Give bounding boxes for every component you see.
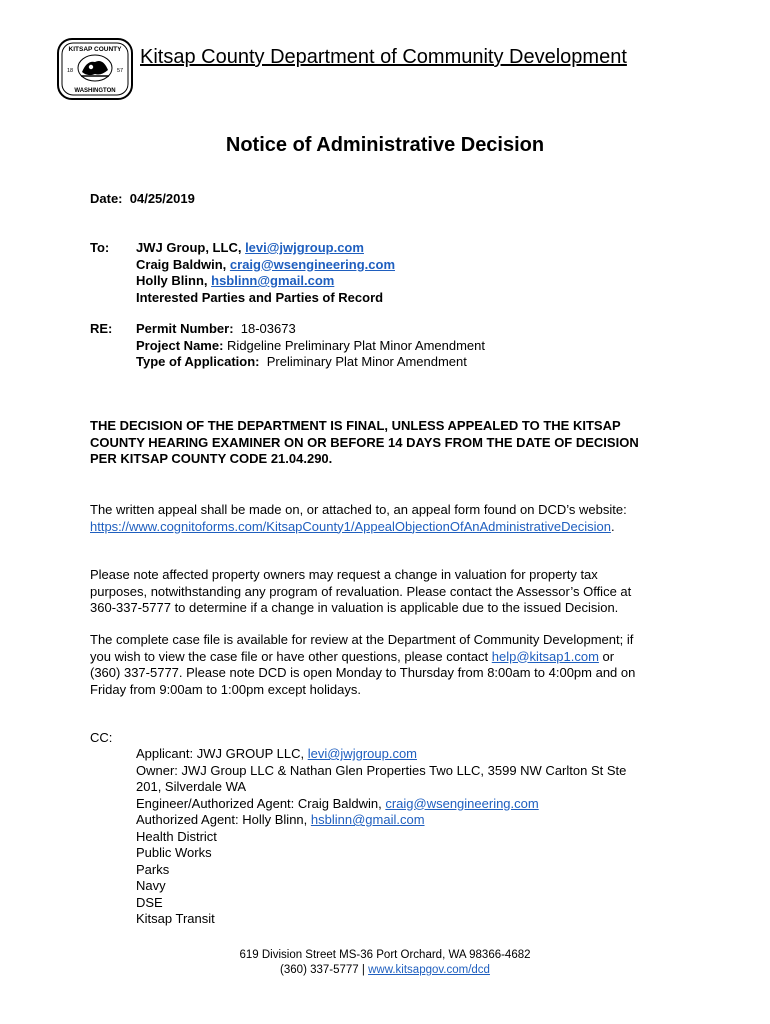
recipient-line: Holly Blinn, hsblinn@gmail.com: [136, 273, 335, 288]
county-seal: [57, 38, 133, 100]
case-file-paragraph: The complete case file is available for review at the Department of Community Development; if you wish to view the case file or have other questions, please contact help@kitsap1.com or (360) 337-5777. Please note DCD is open Monday to Thursday from 8:00am to 4:00pm and on Friday from 9:00am to 1:00pm except holidays.: [90, 632, 636, 697]
seal-year-right: 57: [116, 68, 124, 74]
seal-text-top: KITSAP COUNTY: [68, 46, 122, 53]
cc-agent: Authorized Agent: Holly Blinn, hsblinn@gmail.com: [136, 812, 425, 827]
department-title: Kitsap County Department of Community Development: [140, 46, 627, 68]
help-email-link[interactable]: help@kitsap1.com: [491, 648, 599, 664]
recipient-email-link[interactable]: levi@jwjgroup.com: [245, 240, 364, 255]
valuation-paragraph: Please note affected property owners may request a change in valuation for property tax purposes, notwithstanding any program of revaluation. Please contact the Assessor’s Office at 360-337-5777 to determine if a change in valuation is applicable due to the issued Decision.: [90, 567, 632, 615]
permit-line: Permit Number: 18-03673: [136, 321, 296, 336]
project-line: Project Name: Ridgeline Preliminary Plat Minor Amendment: [136, 337, 485, 353]
website-link[interactable]: www.kitsapgov.com/dcd: [368, 964, 490, 976]
to-recipients: [136, 240, 395, 306]
cc-item: Kitsap Transit: [136, 911, 215, 926]
seal-text-bottom: WASHINGTON: [74, 88, 116, 94]
cc-applicant: Applicant: JWJ GROUP LLC, levi@jwjgroup.com: [136, 746, 418, 761]
cc-list: [136, 746, 626, 928]
appeal-paragraph: The written appeal shall be made on, or attached to, an appeal form found on DCD’s website: https://www.cognitoforms.com/KitsapCounty1/AppealObjectionOfAnAdministrativeDecision.: [90, 502, 627, 534]
decision-statement: THE DECISION OF THE DEPARTMENT IS FINAL, UNLESS APPEALED TO THE KITSAP COUNTY HEARING EXAMINER ON OR BEFORE 14 DAYS FROM THE DATE OF DECISION PER KITSAP COUNTY CODE 21.04.290.: [90, 418, 639, 466]
footer-contact: (360) 337-5777 | www.kitsapgov.com/dcd: [280, 964, 490, 976]
notice-title: Notice of Administrative Decision: [225, 134, 545, 156]
cc-item: Public Works: [136, 845, 212, 860]
recipient-line: Craig Baldwin, craig@wsengineering.com: [136, 256, 396, 272]
footer-address: 619 Division Street MS-36 Port Orchard, WA 98366-4682: [239, 949, 531, 961]
cc-owner-cont: 201, Silverdale WA: [136, 779, 247, 794]
footer: [0, 948, 770, 978]
recipient-email-link[interactable]: hsblinn@gmail.com: [211, 273, 335, 288]
engineer-email-link[interactable]: craig@wsengineering.com: [385, 795, 539, 811]
recipient-email-link[interactable]: craig@wsengineering.com: [229, 256, 396, 272]
cc-item: Parks: [136, 861, 170, 877]
agent-email-link[interactable]: hsblinn@gmail.com: [310, 812, 425, 827]
seal-year-left: 18: [66, 68, 74, 74]
application-type-line: Type of Application: Preliminary Plat Minor Amendment: [136, 354, 467, 369]
date-value: 04/25/2019: [129, 191, 195, 206]
recipient-line: JWJ Group, LLC, levi@jwjgroup.com: [136, 240, 364, 255]
cc-label: CC:: [90, 730, 113, 745]
to-label: To:: [90, 240, 110, 255]
interested-parties: Interested Parties and Parties of Record: [136, 289, 384, 305]
cc-item: DSE: [136, 894, 163, 910]
applicant-email-link[interactable]: levi@jwjgroup.com: [307, 746, 418, 761]
date-label: Date:: [90, 191, 123, 206]
re-label: RE:: [90, 321, 113, 336]
date-line: [90, 191, 195, 206]
cc-owner: Owner: JWJ Group LLC & Nathan Glen Properties Two LLC, 3599 NW Carlton St Ste: [136, 762, 627, 778]
appeal-form-link[interactable]: https://www.cognitoforms.com/KitsapCounty1/AppealObjectionOfAnAdministrativeDecision: [90, 518, 611, 534]
cc-engineer: Engineer/Authorized Agent: Craig Baldwin, craig@wsengineering.com: [136, 795, 539, 811]
re-details: [136, 321, 485, 371]
cc-item: Navy: [136, 878, 166, 893]
cc-item: Health District: [136, 828, 217, 844]
